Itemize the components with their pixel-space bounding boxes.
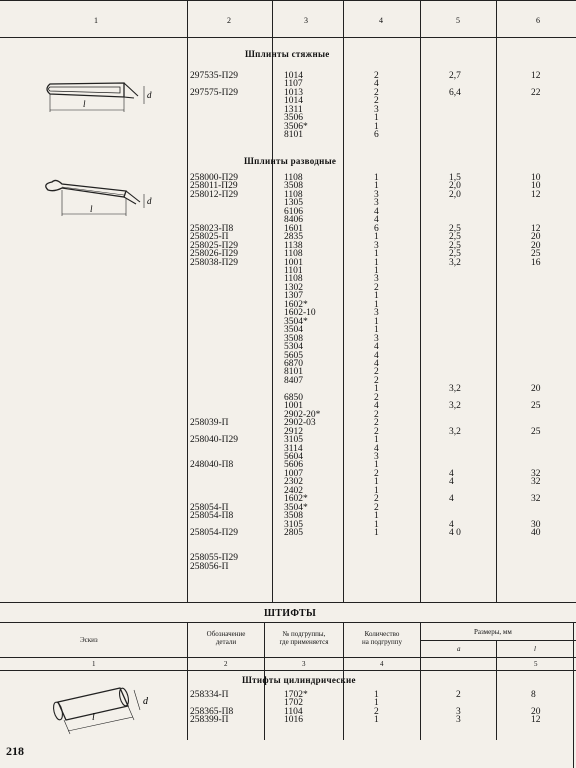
sh-num-bottom [0, 670, 576, 671]
sh-num-6: 5 [534, 660, 538, 668]
col-divider-1 [187, 0, 188, 602]
sh-right-border [573, 622, 574, 768]
tension-pin-sketch [40, 70, 160, 128]
col-divider-3 [343, 0, 344, 602]
sh-divider-5 [496, 640, 497, 740]
sh-header-podgruppa: № подгруппы, где применяется [279, 630, 329, 646]
sh-subgroup: 1702* 1702 1104 1016 [284, 690, 308, 726]
sh-header-oboznachenie: Обозначение детали [206, 630, 246, 646]
header-bottom-line [0, 37, 576, 38]
tension-pin-d-label: d [147, 90, 152, 100]
header-col-6: 6 [536, 16, 540, 25]
header-col-3: 3 [304, 16, 308, 25]
sh-header-l: l [534, 645, 536, 653]
sh-designation: 258334-П 258365-П8 258399-П [190, 690, 234, 726]
header-col-4: 4 [379, 16, 383, 25]
col-divider-2 [272, 0, 273, 602]
sh-sub-line [420, 640, 576, 641]
sh-header-a: a [457, 645, 461, 653]
sh-num-3: 3 [302, 660, 306, 668]
s1-size-a: 2,7 6,4 [449, 71, 461, 98]
s2-designation: 258000-П29 258011-П29 258012-П29 258023-П8 258025-П 258025-П29 258026-П29 258038-П29 258039-П 258040-П29 248040-П8 258054-П 258054-П8 258054-П29 258055-П29 258056-П [190, 173, 239, 572]
sh-num-4: 4 [380, 660, 384, 668]
sh-divider-4 [420, 622, 421, 740]
sh-top-line [0, 622, 576, 623]
sh-num-2: 2 [224, 660, 228, 668]
cylindrical-pin-sketch [50, 680, 160, 738]
sh-header-kolichestvo: Количество на подгруппу [362, 630, 402, 646]
page-number: 218 [6, 744, 24, 758]
s1-subgroup: 1014 1107 1013 1014 1311 3506 3506* 8101 [284, 71, 308, 141]
s2-quantity: 1 1 3 3 4 4 6 1 3 1 1 1 3 2 1 1 3 1 1 3 4 4 4 2 2 1 2 4 2 2 2 1 4 3 1 2 1 1 2 2 1 1 1 [374, 173, 379, 539]
header-col-5: 5 [456, 16, 460, 25]
cyl-pin-l-label: l [92, 712, 95, 723]
s1-size-l: 12 22 [531, 71, 541, 98]
sh-header-bottom [0, 657, 576, 658]
sh-num-1: 1 [92, 660, 96, 668]
col-divider-5 [496, 0, 497, 602]
col-divider-4 [420, 0, 421, 602]
sh-section-title: Штифты цилиндрические [242, 675, 356, 685]
split-pin-l-label: l [90, 204, 93, 214]
tension-pin-l-label: l [83, 99, 86, 109]
sh-size-a: 2 3 3 [456, 690, 461, 726]
s2-size-a: 1,5 2,0 2,0 2,5 2,5 2,5 2,5 3,2 3,2 3,2 3,2 4 4 4 4 4 0 [449, 173, 461, 539]
s1-quantity: 2 4 2 2 3 1 1 6 [374, 71, 379, 141]
header-col-1: 1 [94, 16, 98, 25]
table-bottom-line [0, 602, 576, 603]
header-col-2: 2 [227, 16, 231, 25]
section-title-split-pins: Шплинты разводные [244, 156, 337, 166]
sh-quantity: 1 1 2 1 [374, 690, 379, 726]
split-pin-sketch [40, 170, 160, 230]
s2-subgroup: 1108 3508 1108 1305 6106 8406 1601 2835 1138 1108 1001 1101 1108 1302 1307 1602* 1602-10 3504* 3504 3508 5304 5605 6870 8101 8407 6850 1001 2902-20* 2902-03 2912 3105 3114 5604 5606 1007 2302 2402 1602* 3504* 3508 3105 2805 [284, 173, 321, 539]
sh-header-razmery: Размеры, мм [474, 628, 512, 636]
cyl-pin-d-label: d [143, 696, 148, 707]
shtifty-heading: ШТИФТЫ [264, 608, 317, 619]
sh-size-l: 8 20 12 [531, 690, 541, 726]
sh-header-eskiz: Эскиз [80, 636, 98, 644]
s2-size-l: 10 10 12 12 20 20 25 16 20 25 25 32 32 32 30 40 [531, 173, 541, 539]
section-title-tension-pins: Шплинты стяжные [245, 49, 330, 59]
split-pin-d-label: d [147, 196, 152, 206]
sh-divider-1 [187, 622, 188, 740]
top-border [0, 0, 576, 1]
s1-designation: 297535-П29 297575-П29 [190, 71, 239, 98]
